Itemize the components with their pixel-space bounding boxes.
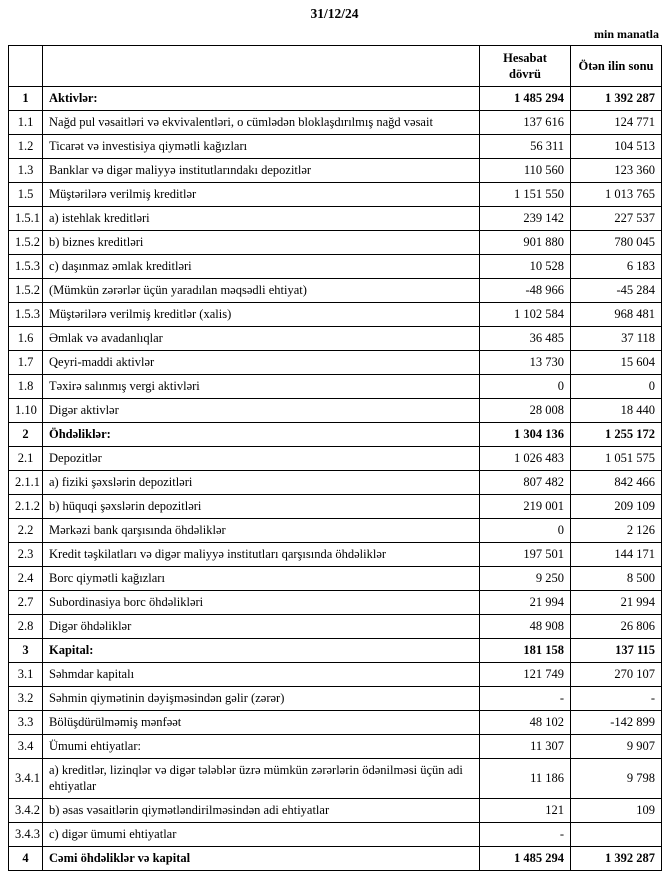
row-previous-value: 8 500	[571, 567, 662, 591]
row-label: Müştərilərə verilmiş kreditlər (xalis)	[43, 303, 480, 327]
row-label: Qeyri-maddi aktivlər	[43, 351, 480, 375]
row-label: c) daşınmaz əmlak kreditləri	[43, 255, 480, 279]
row-number: 2.2	[9, 519, 43, 543]
row-label: b) əsas vəsaitlərin qiymətləndirilməsindən adi ehtiyatlar	[43, 798, 480, 822]
row-previous-value: 1 392 287	[571, 846, 662, 870]
row-current-value: 1 485 294	[480, 846, 571, 870]
row-previous-value: 6 183	[571, 255, 662, 279]
row-label: Kredit təşkilatları və digər maliyyə institutları qarşısında öhdəliklər	[43, 543, 480, 567]
table-row	[9, 567, 662, 591]
row-previous-value: 968 481	[571, 303, 662, 327]
row-current-value: 11 186	[480, 759, 571, 799]
row-previous-value: 1 392 287	[571, 87, 662, 111]
row-previous-value: 37 118	[571, 327, 662, 351]
row-current-value: 48 102	[480, 711, 571, 735]
row-label: Kapital:	[43, 639, 480, 663]
balance-sheet-table	[8, 45, 662, 871]
table-row	[9, 255, 662, 279]
row-previous-value: 780 045	[571, 231, 662, 255]
row-previous-value: 1 013 765	[571, 183, 662, 207]
row-previous-value	[571, 822, 662, 846]
row-current-value: 28 008	[480, 399, 571, 423]
row-previous-value: -142 899	[571, 711, 662, 735]
table-row	[9, 231, 662, 255]
table-row	[9, 471, 662, 495]
row-label: a) istehlak kreditləri	[43, 207, 480, 231]
row-label: Depozitlər	[43, 447, 480, 471]
row-number: 2.4	[9, 567, 43, 591]
report-date: 31/12/24	[310, 6, 359, 21]
row-label: Ümumi ehtiyatlar:	[43, 735, 480, 759]
table-row	[9, 798, 662, 822]
row-current-value: -	[480, 822, 571, 846]
row-label: Mərkəzi bank qarşısında öhdəliklər	[43, 519, 480, 543]
row-previous-value: 842 466	[571, 471, 662, 495]
row-number: 2.8	[9, 615, 43, 639]
row-number: 2.1	[9, 447, 43, 471]
table-row	[9, 111, 662, 135]
row-label: Təxirə salınmış vergi aktivləri	[43, 375, 480, 399]
table-row	[9, 711, 662, 735]
row-number: 3	[9, 639, 43, 663]
row-current-value: 1 485 294	[480, 87, 571, 111]
table-row	[9, 591, 662, 615]
row-number: 2.1.1	[9, 471, 43, 495]
row-current-value: 0	[480, 519, 571, 543]
row-current-value: 1 304 136	[480, 423, 571, 447]
table-row	[9, 543, 662, 567]
header-desc-cell	[43, 46, 480, 87]
table-row	[9, 159, 662, 183]
row-current-value: 239 142	[480, 207, 571, 231]
row-number: 2.3	[9, 543, 43, 567]
row-label: Nağd pul vəsaitləri və ekvivalentləri, o cümlədən bloklaşdırılmış nağd vəsait	[43, 111, 480, 135]
row-previous-value: 26 806	[571, 615, 662, 639]
row-label: Əmlak və avadanlıqlar	[43, 327, 480, 351]
row-label: Aktivlər:	[43, 87, 480, 111]
row-label: Banklar və digər maliyyə institutlarındakı depozitlər	[43, 159, 480, 183]
table-body	[9, 87, 662, 871]
row-number: 1.10	[9, 399, 43, 423]
row-current-value: 197 501	[480, 543, 571, 567]
row-current-value: 0	[480, 375, 571, 399]
row-previous-value: 104 513	[571, 135, 662, 159]
row-current-value: 121 749	[480, 663, 571, 687]
row-current-value: 1 026 483	[480, 447, 571, 471]
row-number: 3.4.3	[9, 822, 43, 846]
row-label: c) digər ümumi ehtiyatlar	[43, 822, 480, 846]
row-current-value: 36 485	[480, 327, 571, 351]
row-current-value: 219 001	[480, 495, 571, 519]
row-number: 4	[9, 846, 43, 870]
row-label: Öhdəliklər:	[43, 423, 480, 447]
row-number: 3.4.2	[9, 798, 43, 822]
row-number: 1.1	[9, 111, 43, 135]
row-label: Ticarət və investisiya qiymətli kağızları	[43, 135, 480, 159]
row-label: a) kreditlər, lizinqlər və digər tələblər üzrə mümkün zərərlərin ödənilməsi üçün adi ehtiyatlar	[43, 759, 480, 799]
row-previous-value: 270 107	[571, 663, 662, 687]
row-number: 2	[9, 423, 43, 447]
row-label: b) biznes kreditləri	[43, 231, 480, 255]
row-previous-value: 15 604	[571, 351, 662, 375]
row-previous-value: 0	[571, 375, 662, 399]
table-row	[9, 351, 662, 375]
row-number: 1.5.2	[9, 231, 43, 255]
row-previous-value: 123 360	[571, 159, 662, 183]
table-row	[9, 846, 662, 870]
row-current-value: 110 560	[480, 159, 571, 183]
row-number: 1.7	[9, 351, 43, 375]
row-label: Borc qiymətli kağızları	[43, 567, 480, 591]
row-number: 1.6	[9, 327, 43, 351]
table-row	[9, 207, 662, 231]
row-previous-value: 109	[571, 798, 662, 822]
table-row	[9, 423, 662, 447]
row-label: Səhmin qiymətinin dəyişməsindən gəlir (zərər)	[43, 687, 480, 711]
row-number: 3.1	[9, 663, 43, 687]
row-label: (Mümkün zərərlər üçün yaradılan məqsədli ehtiyat)	[43, 279, 480, 303]
table-row	[9, 399, 662, 423]
row-number: 3.4.1	[9, 759, 43, 799]
row-current-value: 121	[480, 798, 571, 822]
row-number: 1.3	[9, 159, 43, 183]
row-number: 1.5.3	[9, 303, 43, 327]
table-row	[9, 447, 662, 471]
row-label: a) fiziki şəxslərin depozitləri	[43, 471, 480, 495]
row-previous-value: 1 051 575	[571, 447, 662, 471]
row-label: Müştərilərə verilmiş kreditlər	[43, 183, 480, 207]
row-number: 1.5.1	[9, 207, 43, 231]
row-label: Digər aktivlər	[43, 399, 480, 423]
table-row	[9, 303, 662, 327]
row-previous-value: -45 284	[571, 279, 662, 303]
table-row	[9, 759, 662, 799]
table-row	[9, 495, 662, 519]
row-current-value: 137 616	[480, 111, 571, 135]
unit-note: min manatla	[593, 27, 659, 41]
row-number: 1	[9, 87, 43, 111]
table-row	[9, 327, 662, 351]
row-current-value: 1 102 584	[480, 303, 571, 327]
row-previous-value: 209 109	[571, 495, 662, 519]
row-previous-value: 144 171	[571, 543, 662, 567]
row-current-value: 181 158	[480, 639, 571, 663]
table-row	[9, 615, 662, 639]
row-number: 3.4	[9, 735, 43, 759]
row-label: Bölüşdürülməmiş mənfəət	[43, 711, 480, 735]
header-num-cell	[9, 46, 43, 87]
table-row	[9, 279, 662, 303]
row-number: 1.5	[9, 183, 43, 207]
table-header-row	[9, 46, 662, 87]
row-current-value: 56 311	[480, 135, 571, 159]
header-current-period: Hesabat dövrü	[480, 46, 571, 87]
table-row	[9, 663, 662, 687]
row-number: 3.2	[9, 687, 43, 711]
row-current-value: 807 482	[480, 471, 571, 495]
row-number: 1.2	[9, 135, 43, 159]
table-row	[9, 735, 662, 759]
header-previous-period: Ötən ilin sonu	[571, 46, 662, 87]
row-label: Subordinasiya borc öhdəlikləri	[43, 591, 480, 615]
row-previous-value: 137 115	[571, 639, 662, 663]
row-previous-value: 2 126	[571, 519, 662, 543]
table-row	[9, 135, 662, 159]
row-label: Cəmi öhdəliklər və kapital	[43, 846, 480, 870]
row-current-value: 1 151 550	[480, 183, 571, 207]
row-current-value: 11 307	[480, 735, 571, 759]
row-current-value: 21 994	[480, 591, 571, 615]
row-number: 3.3	[9, 711, 43, 735]
row-label: Səhmdar kapitalı	[43, 663, 480, 687]
row-current-value: 48 908	[480, 615, 571, 639]
row-current-value: 901 880	[480, 231, 571, 255]
row-current-value: -	[480, 687, 571, 711]
row-number: 1.5.2	[9, 279, 43, 303]
row-previous-value: 124 771	[571, 111, 662, 135]
row-previous-value: 1 255 172	[571, 423, 662, 447]
row-number: 2.7	[9, 591, 43, 615]
row-previous-value: -	[571, 687, 662, 711]
table-row	[9, 519, 662, 543]
table-row	[9, 375, 662, 399]
row-number: 2.1.2	[9, 495, 43, 519]
row-previous-value: 9 798	[571, 759, 662, 799]
row-label: b) hüquqi şəxslərin depozitləri	[43, 495, 480, 519]
row-current-value: 10 528	[480, 255, 571, 279]
table-row	[9, 687, 662, 711]
row-current-value: 9 250	[480, 567, 571, 591]
row-previous-value: 227 537	[571, 207, 662, 231]
row-number: 1.8	[9, 375, 43, 399]
row-previous-value: 18 440	[571, 399, 662, 423]
table-row	[9, 822, 662, 846]
row-number: 1.5.3	[9, 255, 43, 279]
row-current-value: 13 730	[480, 351, 571, 375]
table-row	[9, 87, 662, 111]
row-previous-value: 21 994	[571, 591, 662, 615]
table-row	[9, 639, 662, 663]
row-current-value: -48 966	[480, 279, 571, 303]
row-label: Digər öhdəliklər	[43, 615, 480, 639]
row-previous-value: 9 907	[571, 735, 662, 759]
table-row	[9, 183, 662, 207]
